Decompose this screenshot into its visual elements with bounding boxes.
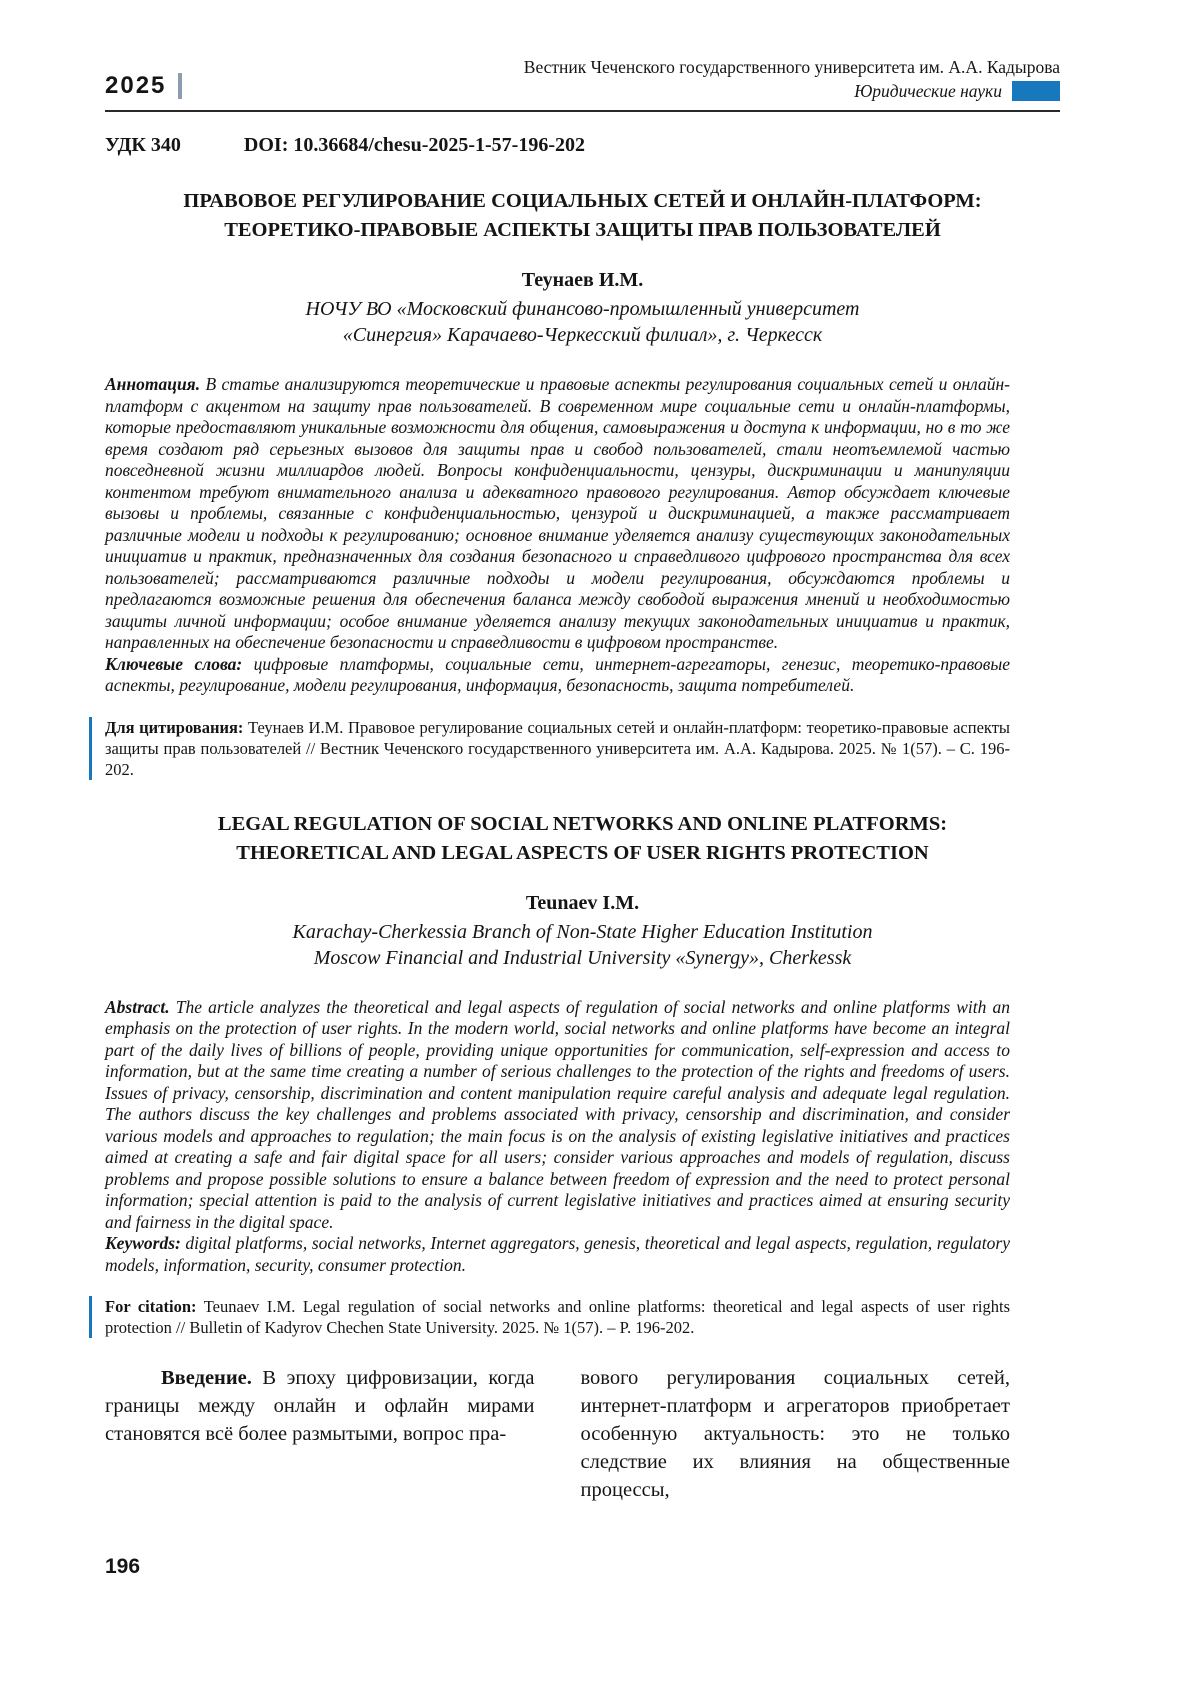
journal-name: Вестник Чеченского государственного университета им. А.А. Кадырова <box>523 57 1060 77</box>
en-abstract-text: The article analyzes the theoretical and legal aspects of regulation of social networks and online platforms with an emphasis on the protection of user rights. In the modern world, social networks and online platforms have become an integral part of the daily lives of billions of people, providing unique opportunities for communication, self-expression and access to information, but at the same time creating a number of serious challenges to the protection of the rights and freedoms of users. Issues of privacy, censorship, discrimination and content manipulation require careful analysis and adequate legal regulation. The authors discuss the key challenges and problems associated with privacy, censorship and discrimination, and consider various models and approaches to regulation; the main focus is on the analysis of existing legislative initiatives and practices aimed at creating a safe and fair digital space for all users; consider various approaches and models of regulation, discuss problems and propose possible solutions to ensure a balance between freedom of expression and the need to protect personal information; special attention is paid to the analysis of current legislative initiatives and practices aimed at ensuring security and fairness in the digital space. <box>105 996 1010 1232</box>
ru-keywords-text: цифровые платформы, социальные сети, интернет-агрегаторы, генезис, теоретико-правовые аспекты, регулирование, модели регулирования, информация, безопасность, защита потребителей. <box>105 653 1010 695</box>
intro-heading: Введение. <box>161 1367 252 1389</box>
en-affiliation <box>105 919 1060 971</box>
ru-author: Теунаев И.М. <box>521 269 644 291</box>
year-accent-bar <box>178 73 182 99</box>
en-affiliation-line2: Moscow Financial and Industrial University «Synergy», Cherkessk <box>313 946 852 969</box>
header-year-block <box>105 72 182 102</box>
journal-section-row <box>524 80 1060 102</box>
header-divider <box>105 110 1060 112</box>
en-keywords-label: Keywords: <box>105 1233 181 1253</box>
page-header <box>105 0 1060 102</box>
header-journal-block <box>524 56 1060 102</box>
en-affiliation-line1: Karachay-Cherkessia Branch of Non-State Higher Education Institution <box>292 920 873 943</box>
year-label: 2025 <box>105 72 167 99</box>
intro-right-text: вового регулирования социальных сетей, интернет-платформ и агрегаторов приобретает особенную актуальность: это не только следствие их влияния на общественные процессы, <box>580 1367 1010 1501</box>
udk-label: УДК 340 <box>105 134 181 156</box>
en-citation-label: For citation: <box>105 1297 197 1316</box>
ru-abstract-text: В статье анализируются теоретические и правовые аспекты регулирования социальных сетей и онлайн-платформ с акцентом на защиту прав пользователей. В современном мире социальные сети и онлайн-платформы, которые предоставляют уникальные возможности для общения, самовыражения и доступа к информации, но в то же время создают ряд серьезных вызовов для защиты прав и свобод пользователей, стали неотъемлемой частью повседневной жизни миллиардов людей. Вопросы конфиденциальности, цензуры, дискриминации и манипуляции контентом требуют внимательного анализа и адекватного правового регулирования. Автор обсуждает ключевые вызовы и проблемы, связанные с конфиденциальностью, цензурой и дискриминацией, а также рассматривает различные модели и подходы к регулированию; основное внимание уделяется анализу существующих законодательных инициатив и практик, предназначенных для создания безопасного и справедливого цифрового пространства для всех пользователей; рассматриваются различные подходы и модели регулирования, обсуждаются проблемы и предлагаются возможные решения для обеспечения баланса между свободой выражения мнений и необходимостью защиты личной информации; особое внимание уделяется анализу текущих законодательных инициатив и практик, направленных на обеспечение безопасности и справедливости в цифровом пространстве. <box>105 374 1010 652</box>
ru-article-title <box>105 187 1060 245</box>
en-article-title <box>105 810 1060 868</box>
section-accent-bar <box>1012 81 1060 101</box>
ru-abstract-label: Аннотация. <box>105 374 201 394</box>
ru-title-line1: ПРАВОВОЕ РЕГУЛИРОВАНИЕ СОЦИАЛЬНЫХ СЕТЕЙ И ОНЛАЙН-ПЛАТФОРМ: <box>183 190 982 212</box>
en-keywords-text: digital platforms, social networks, Internet aggregators, genesis, theoretical and legal aspects, regulation, regulatory models, information, security, consumer protection. <box>105 1233 1010 1275</box>
doi-label: DOI: 10.36684/chesu-2025-1-57-196-202 <box>243 134 586 156</box>
ru-abstract <box>105 374 1010 654</box>
intro-column-right <box>581 1364 1011 1504</box>
ru-affiliation <box>105 296 1060 348</box>
ru-citation-block <box>89 717 1010 780</box>
ru-title-line2: ТЕОРЕТИКО-ПРАВОВЫЕ АСПЕКТЫ ЗАЩИТЫ ПРАВ ПОЛЬЗОВАТЕЛЕЙ <box>224 219 941 241</box>
en-title-line1: LEGAL REGULATION OF SOCIAL NETWORKS AND ONLINE PLATFORMS: <box>217 812 948 835</box>
ru-keywords-label: Ключевые слова: <box>105 653 243 674</box>
ru-keywords <box>105 654 1010 697</box>
en-abstract-label: Abstract. <box>105 996 170 1017</box>
page-number: 196 <box>105 1555 141 1578</box>
intro-column-left <box>105 1364 535 1504</box>
intro-left-text: В эпоху цифровизации, когда границы между онлайн и офлайн мирами становятся всё более размытыми, вопрос пра- <box>105 1367 535 1445</box>
en-author: Teunaev I.M. <box>525 891 640 914</box>
en-title-line2: THEORETICAL AND LEGAL ASPECTS OF USER RIGHTS PROTECTION <box>236 841 929 864</box>
en-keywords <box>105 1233 1010 1276</box>
ru-citation-label: Для цитирования: <box>105 717 244 737</box>
ru-affiliation-line2: «Синергия» Карачаево-Черкесский филиал», г. Черкесск <box>342 324 823 346</box>
ru-citation-text: Теунаев И.М. Правовое регулирование социальных сетей и онлайн-платформ: теоретико-правовые аспекты защиты прав пользователей // Вестник Чеченского государственного университета им. А.А. Кадырова. 2025. № 1(57). – С. 196-202. <box>105 717 1010 779</box>
meta-row <box>105 134 1060 157</box>
en-citation-text: Teunaev I.M. Legal regulation of social networks and online platforms: theoretical and legal aspects of user rights protection // Bulletin of Kadyrov Chechen State University. 2025. № 1(57). – P. 196-202. <box>105 1297 1010 1337</box>
journal-section-label: Юридические науки <box>854 81 1002 101</box>
en-abstract <box>105 997 1010 1234</box>
intro-columns <box>105 1364 1010 1504</box>
ru-affiliation-line1: НОЧУ ВО «Московский финансово-промышленный университет <box>305 298 860 320</box>
en-citation-block <box>89 1296 1010 1338</box>
